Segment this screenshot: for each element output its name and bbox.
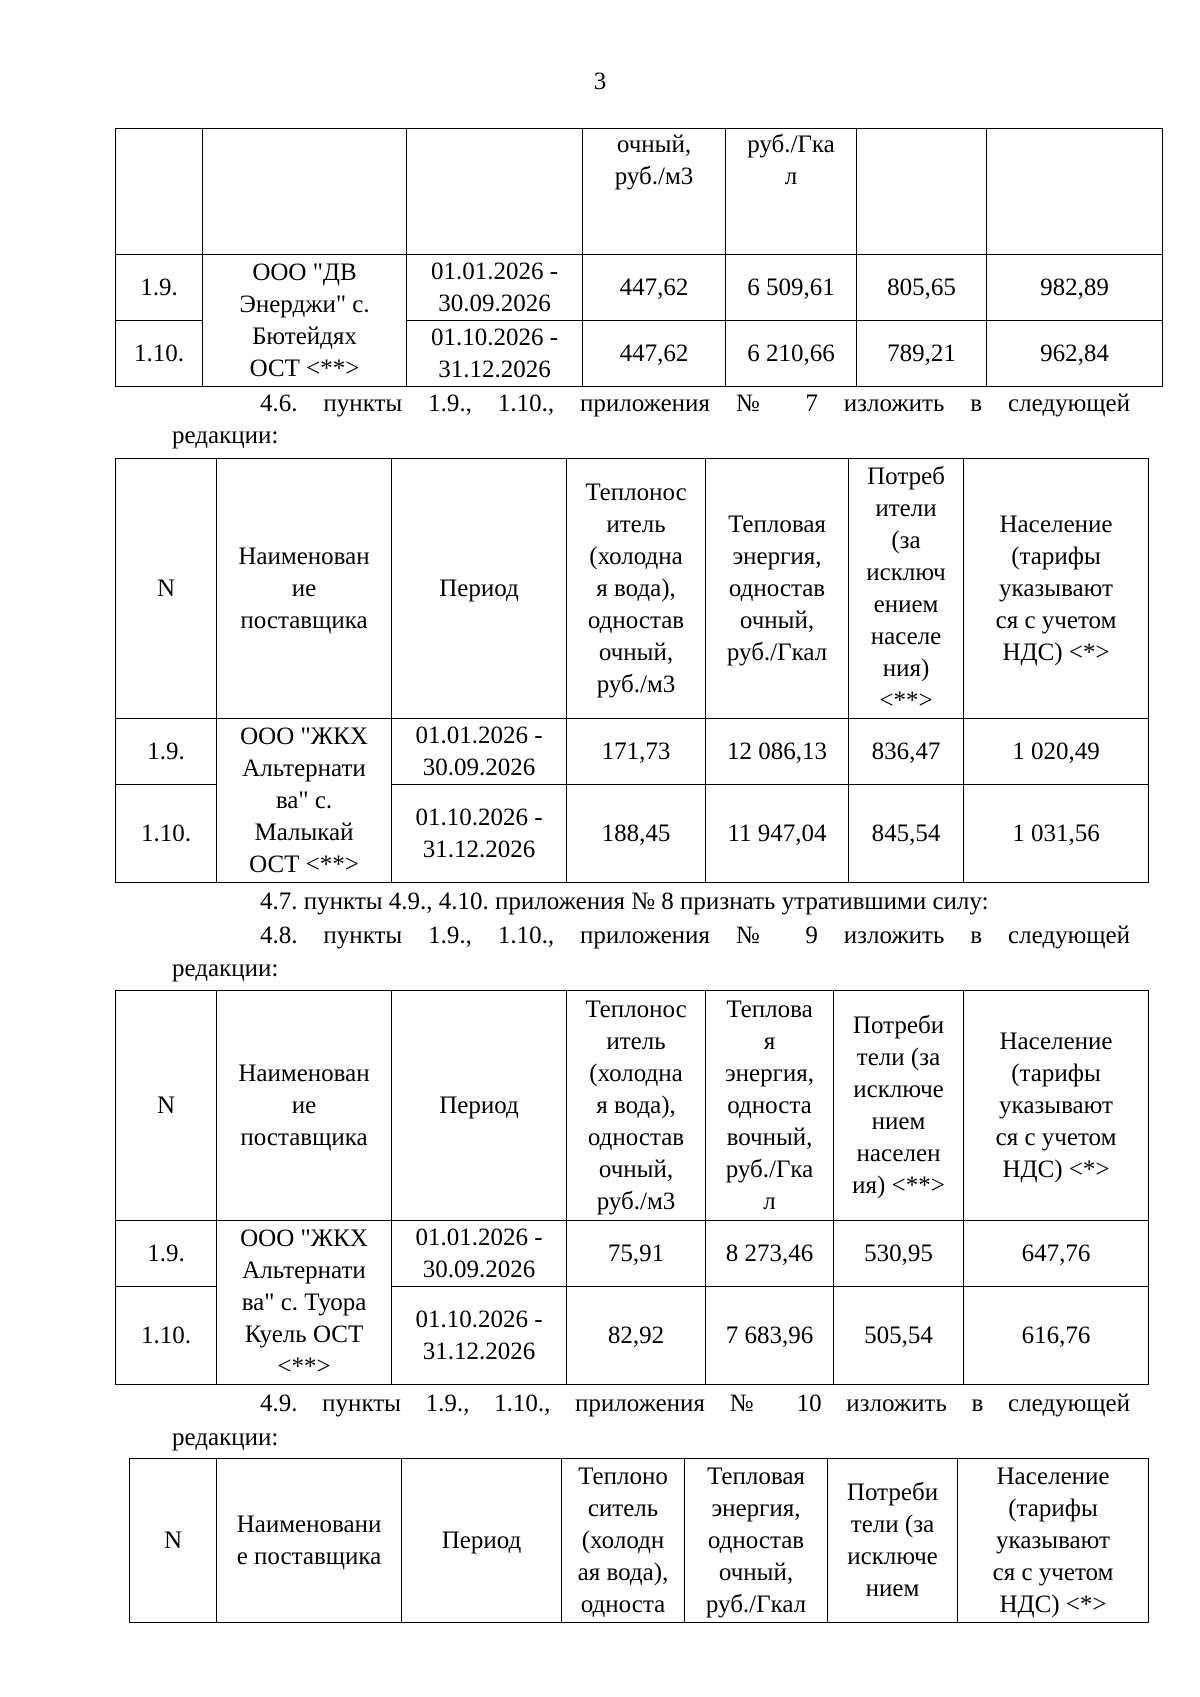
table-row <box>116 255 1163 321</box>
supplier-name: ООО "ЖКХ Альтернати ва" с. Туора Куель ОСТ <**> <box>217 1221 392 1385</box>
period: 01.10.2026 - 31.12.2026 <box>392 1287 567 1385</box>
paragraph-4-9: 4.9. пункты 1.9., 1.10., приложения № 10 изложить в следующей <box>260 1390 1130 1417</box>
population-tariff: 647,76 <box>964 1221 1149 1287</box>
header-supplier: Наименован ие поставщика <box>217 991 392 1221</box>
header-n: N <box>116 459 217 719</box>
heat-tariff: 11 947,04 <box>706 785 849 883</box>
header-cell-empty <box>857 129 987 255</box>
population-tariff: 616,76 <box>964 1287 1149 1385</box>
row-number: 1.10. <box>116 1287 217 1385</box>
row-number: 1.9. <box>116 255 203 321</box>
header-coolant-cont: очный, руб./м3 <box>583 129 726 255</box>
population-tariff: 962,84 <box>987 321 1163 387</box>
table-header <box>130 1459 1149 1623</box>
header-heat: Тепловая энергия, одностав очный, руб./Гкал <box>706 459 849 719</box>
header-coolant: Теплоно ситель (холодн ая вода), односта <box>562 1459 685 1623</box>
coolant-tariff: 188,45 <box>567 785 706 883</box>
paragraph-4-6: 4.6. пункты 1.9., 1.10., приложения № 7 изложить в следующей <box>260 390 1130 417</box>
paragraph-4-7: 4.7. пункты 4.9., 4.10. приложения № 8 признать утратившими силу: <box>260 888 989 915</box>
heat-tariff: 6 210,66 <box>726 321 857 387</box>
header-n: N <box>130 1459 217 1623</box>
tariff-table-appendix-7 <box>115 458 1149 883</box>
period: 01.10.2026 - 31.12.2026 <box>407 321 583 387</box>
consumers-tariff: 845,54 <box>849 785 964 883</box>
header-consumers: Потреби тели (за исключе нием населен ия) <**> <box>834 991 964 1221</box>
header-consumers: Потреб ители (за исключ ением населе ния) <**> <box>849 459 964 719</box>
header-coolant: Теплонос итель (холодна я вода), одностав очный, руб./м3 <box>567 459 706 719</box>
header-supplier: Наименовани е поставщика <box>217 1459 402 1623</box>
consumers-tariff: 530,95 <box>834 1221 964 1287</box>
consumers-tariff: 836,47 <box>849 719 964 785</box>
header-cell-empty <box>987 129 1163 255</box>
tariff-table-continued <box>115 128 1163 387</box>
header-period: Период <box>392 991 567 1221</box>
header-heat: Тепловая энергия, одностав очный, руб./Гкал <box>685 1459 828 1623</box>
header-cell-empty <box>407 129 583 255</box>
row-number: 1.10. <box>116 321 203 387</box>
coolant-tariff: 447,62 <box>583 255 726 321</box>
header-cell-empty <box>116 129 203 255</box>
header-consumers: Потреби тели (за исключе нием <box>828 1459 958 1623</box>
table-header <box>116 991 1149 1221</box>
supplier-name: ООО "ЖКХ Альтернати ва" с. Малыкай ОСТ <**> <box>217 719 392 883</box>
page-number: 3 <box>593 68 607 95</box>
heat-tariff: 7 683,96 <box>706 1287 834 1385</box>
header-heat-cont: руб./Гка л <box>726 129 857 255</box>
header-period: Период <box>402 1459 562 1623</box>
supplier-name: ООО "ДВ Энерджи" с. Бютейдях ОСТ <**> <box>203 255 407 387</box>
row-number: 1.9. <box>116 1221 217 1287</box>
header-population: Население (тарифы указывают ся с учетом НДС) <*> <box>964 991 1149 1221</box>
population-tariff: 1 031,56 <box>964 785 1149 883</box>
coolant-tariff: 82,92 <box>567 1287 706 1385</box>
tariff-table-appendix-10 <box>129 1458 1149 1623</box>
heat-tariff: 8 273,46 <box>706 1221 834 1287</box>
paragraph-4-9-cont: редакции: <box>172 1424 279 1451</box>
period: 01.10.2026 - 31.12.2026 <box>392 785 567 883</box>
consumers-tariff: 805,65 <box>857 255 987 321</box>
period: 01.01.2026 - 30.09.2026 <box>392 1221 567 1287</box>
paragraph-4-8-cont: редакции: <box>172 955 279 982</box>
coolant-tariff: 171,73 <box>567 719 706 785</box>
table-row <box>116 1221 1149 1287</box>
header-coolant: Теплонос итель (холодна я вода), одностав очный, руб./м3 <box>567 991 706 1221</box>
row-number: 1.10. <box>116 785 217 883</box>
paragraph-4-8: 4.8. пункты 1.9., 1.10., приложения № 9 изложить в следующей <box>260 922 1130 949</box>
header-heat: Теплова я энергия, односта вочный, руб./Гка л <box>706 991 834 1221</box>
header-period: Период <box>392 459 567 719</box>
paragraph-4-6-cont: редакции: <box>172 422 279 449</box>
header-n: N <box>116 991 217 1221</box>
table-header <box>116 459 1149 719</box>
table-row <box>116 719 1149 785</box>
tariff-table-appendix-9 <box>115 990 1149 1385</box>
coolant-tariff: 75,91 <box>567 1221 706 1287</box>
period: 01.01.2026 - 30.09.2026 <box>407 255 583 321</box>
row-number: 1.9. <box>116 719 217 785</box>
period: 01.01.2026 - 30.09.2026 <box>392 719 567 785</box>
heat-tariff: 6 509,61 <box>726 255 857 321</box>
header-population: Население (тарифы указывают ся с учетом НДС) <*> <box>958 1459 1149 1623</box>
population-tariff: 1 020,49 <box>964 719 1149 785</box>
header-cell-empty <box>203 129 407 255</box>
header-population: Население (тарифы указывают ся с учетом НДС) <*> <box>964 459 1149 719</box>
header-supplier: Наименован ие поставщика <box>217 459 392 719</box>
coolant-tariff: 447,62 <box>583 321 726 387</box>
consumers-tariff: 789,21 <box>857 321 987 387</box>
population-tariff: 982,89 <box>987 255 1163 321</box>
heat-tariff: 12 086,13 <box>706 719 849 785</box>
consumers-tariff: 505,54 <box>834 1287 964 1385</box>
